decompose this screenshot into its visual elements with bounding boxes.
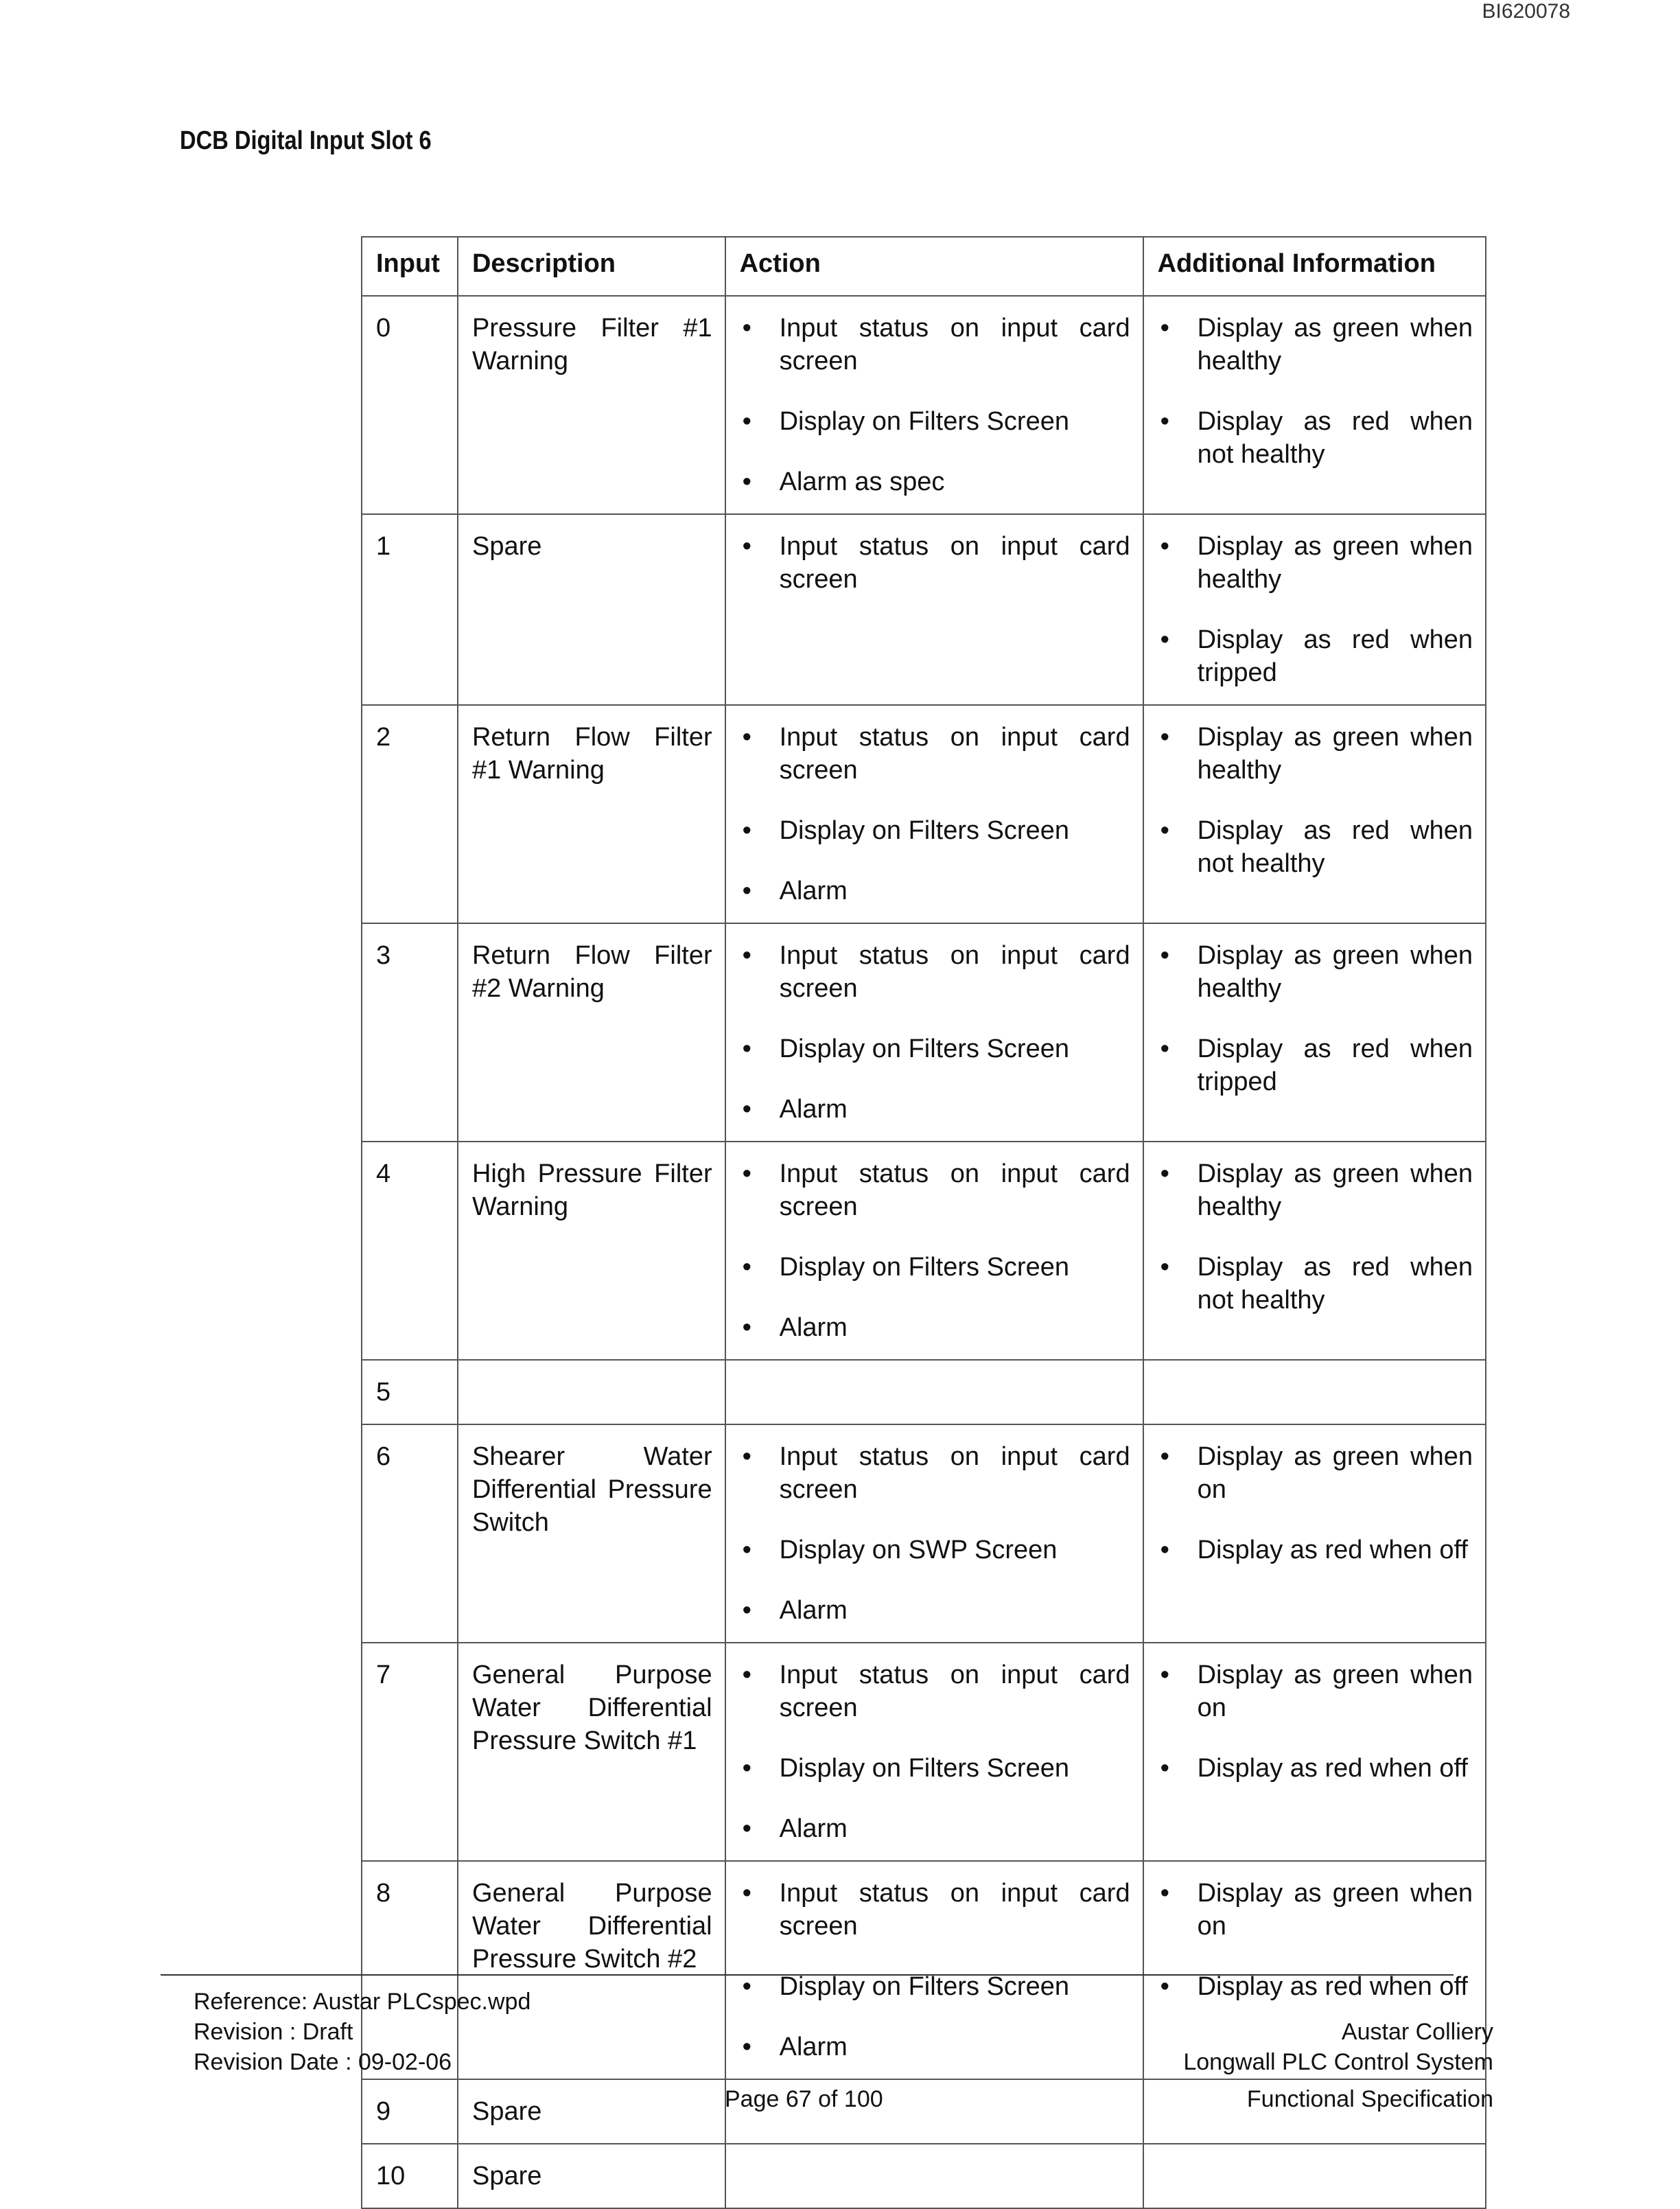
action-cell xyxy=(725,1424,1143,1643)
input-number-cell: 3 xyxy=(362,923,458,1142)
table-row xyxy=(362,1142,1486,1360)
action-item: • Display on SWP Screen xyxy=(740,1534,1130,1566)
description-cell: Shearer Water Differential Pressure Switch xyxy=(458,1424,725,1643)
table-row xyxy=(362,514,1486,705)
column-header-description: Description xyxy=(458,237,725,296)
table-row xyxy=(362,1424,1486,1643)
input-number-cell: 7 xyxy=(362,1643,458,1861)
table-row xyxy=(362,1360,1486,1424)
action-item: • Input status on input card screen xyxy=(740,530,1130,596)
table-row xyxy=(362,296,1486,514)
footer-system: Longwall PLC Control System xyxy=(1183,2049,1493,2075)
table-row xyxy=(362,705,1486,923)
action-cell xyxy=(725,296,1143,514)
additional-info-list xyxy=(1158,530,1473,689)
column-header-action: Action xyxy=(725,237,1143,296)
additional-info-cell xyxy=(1143,1142,1486,1360)
table-row xyxy=(362,923,1486,1142)
action-item: • Display on Filters Screen xyxy=(740,1032,1130,1065)
additional-info-list xyxy=(1158,1877,1473,2003)
additional-info-item: • Display as green when healthy xyxy=(1158,530,1473,596)
action-cell xyxy=(725,923,1143,1142)
additional-info-item: • Display as green when on xyxy=(1158,1440,1473,1506)
action-item: • Alarm xyxy=(740,875,1130,907)
input-number-cell: 2 xyxy=(362,705,458,923)
section-title: DCB Digital Input Slot 6 xyxy=(180,126,432,155)
action-item: • Alarm xyxy=(740,1311,1130,1344)
input-number-cell: 0 xyxy=(362,296,458,514)
input-table xyxy=(361,236,1486,2209)
action-item: • Display on Filters Screen xyxy=(740,1970,1130,2003)
footer-company: Austar Colliery xyxy=(1341,2019,1493,2045)
additional-info-list xyxy=(1158,1440,1473,1566)
additional-info-list xyxy=(1158,1658,1473,1785)
footer-divider xyxy=(161,1974,1454,1976)
description-cell: Spare xyxy=(458,2079,725,2144)
description-cell: Spare xyxy=(458,2144,725,2208)
additional-info-list xyxy=(1158,1157,1473,1317)
additional-info-item: • Display as red when not healthy xyxy=(1158,1251,1473,1317)
action-item: • Input status on input card screen xyxy=(740,1877,1130,1943)
description-cell: Spare xyxy=(458,514,725,705)
additional-info-item: • Display as green when healthy xyxy=(1158,939,1473,1005)
additional-info-cell xyxy=(1143,705,1486,923)
additional-info-item: • Display as green when healthy xyxy=(1158,721,1473,787)
action-list xyxy=(740,1157,1130,1344)
input-number-cell: 1 xyxy=(362,514,458,705)
footer-revision-date: Revision Date : 09-02-06 xyxy=(194,2049,452,2075)
additional-info-cell xyxy=(1143,1424,1486,1643)
table-row xyxy=(362,1643,1486,1861)
table-row xyxy=(362,2144,1486,2208)
description-cell: Return Flow Filter #2 Warning xyxy=(458,923,725,1142)
action-item: • Alarm xyxy=(740,1093,1130,1126)
footer-left xyxy=(194,1987,530,2077)
action-item: • Input status on input card screen xyxy=(740,1157,1130,1223)
additional-info-list xyxy=(1158,312,1473,471)
additional-info-cell xyxy=(1143,296,1486,514)
action-cell xyxy=(725,514,1143,705)
action-list xyxy=(740,312,1130,498)
action-item: • Display on Filters Screen xyxy=(740,1251,1130,1284)
additional-info-cell xyxy=(1143,514,1486,705)
action-list xyxy=(740,939,1130,1126)
description-cell: Pressure Filter #1 Warning xyxy=(458,296,725,514)
action-item: • Input status on input card screen xyxy=(740,312,1130,378)
action-item: • Display on Filters Screen xyxy=(740,405,1130,438)
table-body xyxy=(362,296,1486,2208)
additional-info-cell xyxy=(1143,1643,1486,1861)
action-list xyxy=(740,530,1130,596)
additional-info-item: • Display as red when off xyxy=(1158,1752,1473,1785)
additional-info-cell xyxy=(1143,2144,1486,2208)
input-number-cell: 9 xyxy=(362,2079,458,2144)
action-list xyxy=(740,1440,1130,1627)
input-number-cell: 8 xyxy=(362,1861,458,2079)
additional-info-item: • Display as green when on xyxy=(1158,1877,1473,1943)
additional-info-cell xyxy=(1143,923,1486,1142)
description-cell: General Purpose Water Differential Pressure Switch #2 xyxy=(458,1861,725,2079)
action-cell xyxy=(725,1861,1143,2079)
document-id: BI620078 xyxy=(1482,0,1570,23)
action-item: • Alarm xyxy=(740,2031,1130,2063)
action-item: • Input status on input card screen xyxy=(740,1658,1130,1724)
additional-info-item: • Display as red when tripped xyxy=(1158,1032,1473,1098)
additional-info-item: • Display as red when tripped xyxy=(1158,623,1473,689)
additional-info-list xyxy=(1158,939,1473,1098)
column-header-additional-information: Additional Information xyxy=(1143,237,1486,296)
footer-reference: Reference: Austar PLCspec.wpd xyxy=(194,1989,531,2015)
action-item: • Alarm as spec xyxy=(740,465,1130,498)
action-cell xyxy=(725,1643,1143,1861)
input-number-cell: 4 xyxy=(362,1142,458,1360)
action-cell xyxy=(725,2144,1143,2208)
column-header-input: Input xyxy=(362,237,458,296)
footer-page-number: Page 67 of 100 xyxy=(725,2086,883,2112)
additional-info-item: • Display as green when healthy xyxy=(1158,1157,1473,1223)
action-cell xyxy=(725,1142,1143,1360)
additional-info-item: • Display as red when not healthy xyxy=(1158,814,1473,880)
action-item: • Display on Filters Screen xyxy=(740,1752,1130,1785)
additional-info-item: • Display as green when healthy xyxy=(1158,312,1473,378)
description-cell: General Purpose Water Differential Pressure Switch #1 xyxy=(458,1643,725,1861)
description-cell xyxy=(458,1360,725,1424)
additional-info-item: • Display as red when off xyxy=(1158,1534,1473,1566)
input-number-cell: 10 xyxy=(362,2144,458,2208)
description-cell: High Pressure Filter Warning xyxy=(458,1142,725,1360)
action-cell xyxy=(725,1360,1143,1424)
footer-document-type: Functional Specification xyxy=(1246,2086,1493,2112)
action-list xyxy=(740,1658,1130,1845)
additional-info-cell xyxy=(1143,1360,1486,1424)
action-item: • Input status on input card screen xyxy=(740,939,1130,1005)
input-number-cell: 6 xyxy=(362,1424,458,1643)
additional-info-item: • Display as red when off xyxy=(1158,1970,1473,2003)
action-item: • Display on Filters Screen xyxy=(740,814,1130,847)
action-list xyxy=(740,721,1130,907)
additional-info-item: • Display as red when not healthy xyxy=(1158,405,1473,471)
input-number-cell: 5 xyxy=(362,1360,458,1424)
action-cell xyxy=(725,705,1143,923)
footer-revision: Revision : Draft xyxy=(194,2019,353,2045)
action-item: • Alarm xyxy=(740,1812,1130,1845)
action-item: • Input status on input card screen xyxy=(740,721,1130,787)
additional-info-item: • Display as green when on xyxy=(1158,1658,1473,1724)
action-item: • Alarm xyxy=(740,1594,1130,1627)
action-item: • Input status on input card screen xyxy=(740,1440,1130,1506)
footer-right xyxy=(1183,2017,1493,2114)
action-list xyxy=(740,1877,1130,2063)
table-header-row xyxy=(362,237,1486,296)
additional-info-list xyxy=(1158,721,1473,880)
description-cell: Return Flow Filter #1 Warning xyxy=(458,705,725,923)
